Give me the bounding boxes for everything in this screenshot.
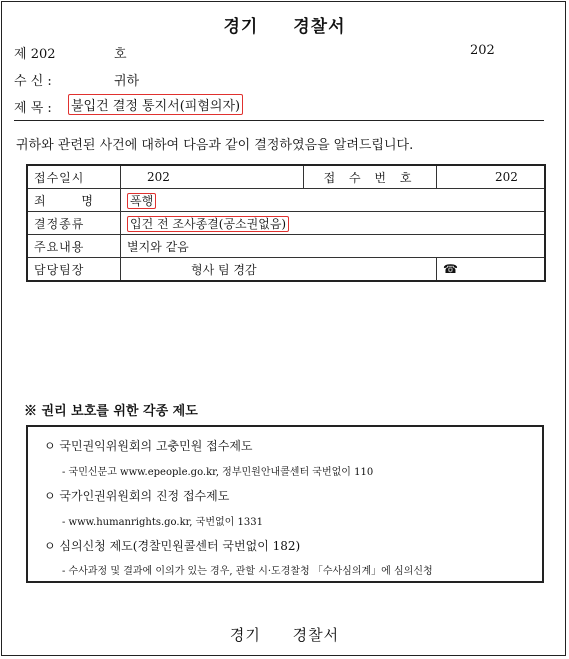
- rights-item-detail: - 수사과정 및 결과에 이의가 있는 경우, 관할 시·도경찰청 「수사심의계」에 심의신청: [62, 566, 433, 577]
- case-info-table: [26, 164, 546, 282]
- recipient-label: 수 신 :: [14, 74, 52, 89]
- rights-item-title: ㅇ 국민권익위원회의 고충민원 접수제도: [44, 439, 253, 453]
- rights-box: [26, 425, 544, 583]
- subject-label: 제 목 :: [14, 101, 52, 116]
- rights-item-detail: - 국민신문고 www.epeople.go.kr, 정부민원안내콜센터 국번없이 110: [62, 467, 374, 478]
- officer-value: 형사 팀 경감: [121, 258, 437, 282]
- charge-cell: [121, 189, 546, 212]
- document-title: 경기 경찰서: [223, 17, 346, 37]
- doc-date: 202: [470, 43, 495, 58]
- rights-item-title: ㅇ 심의신청 제도(경찰민원콜센터 국번없이 182): [44, 539, 301, 553]
- table-row: [27, 165, 545, 189]
- rights-heading: ※ 권리 보호를 위한 각종 제도: [24, 404, 198, 419]
- phone-cell: [437, 258, 546, 282]
- content-label: 주요내용: [27, 235, 121, 258]
- rights-item-title: ㅇ 국가인권위원회의 진정 접수제도: [44, 489, 230, 503]
- charge-label: 죄 명: [27, 189, 121, 212]
- officer-label: 담당팀장: [27, 258, 121, 282]
- recipient-value: 귀하: [114, 74, 140, 89]
- subject-value: 불입건 결정 통지서(피혐의자): [68, 94, 243, 115]
- decision-label: 결정종류: [27, 212, 121, 235]
- receipt-date-label: 접수일시: [27, 165, 121, 189]
- phone-icon: ☎: [443, 262, 458, 276]
- intro-text: 귀하와 관련된 사건에 대하여 다음과 같이 결정하였음을 알려드립니다.: [16, 138, 414, 153]
- footer-issuer: 경기 경찰서: [229, 626, 340, 644]
- table-row: [27, 258, 545, 282]
- receipt-no-value: 202: [437, 165, 546, 189]
- charge-value: 폭행: [127, 193, 156, 209]
- rights-item-detail: - www.humanrights.go.kr, 국번없이 1331: [62, 517, 263, 528]
- receipt-date-value: 202: [121, 165, 304, 189]
- header-divider: [14, 120, 544, 121]
- document-page: [1, 1, 566, 656]
- decision-cell: [121, 212, 546, 235]
- doc-number-label: 제 202: [14, 47, 56, 62]
- table-row: [27, 189, 545, 212]
- receipt-no-label: 접 수 번 호: [304, 165, 437, 189]
- decision-value: 입건 전 조사종결(공소권없음): [127, 216, 289, 232]
- content-value: 별지와 같음: [121, 235, 546, 258]
- table-row: [27, 212, 545, 235]
- doc-number-suffix: 호: [114, 47, 127, 62]
- table-row: [27, 235, 545, 258]
